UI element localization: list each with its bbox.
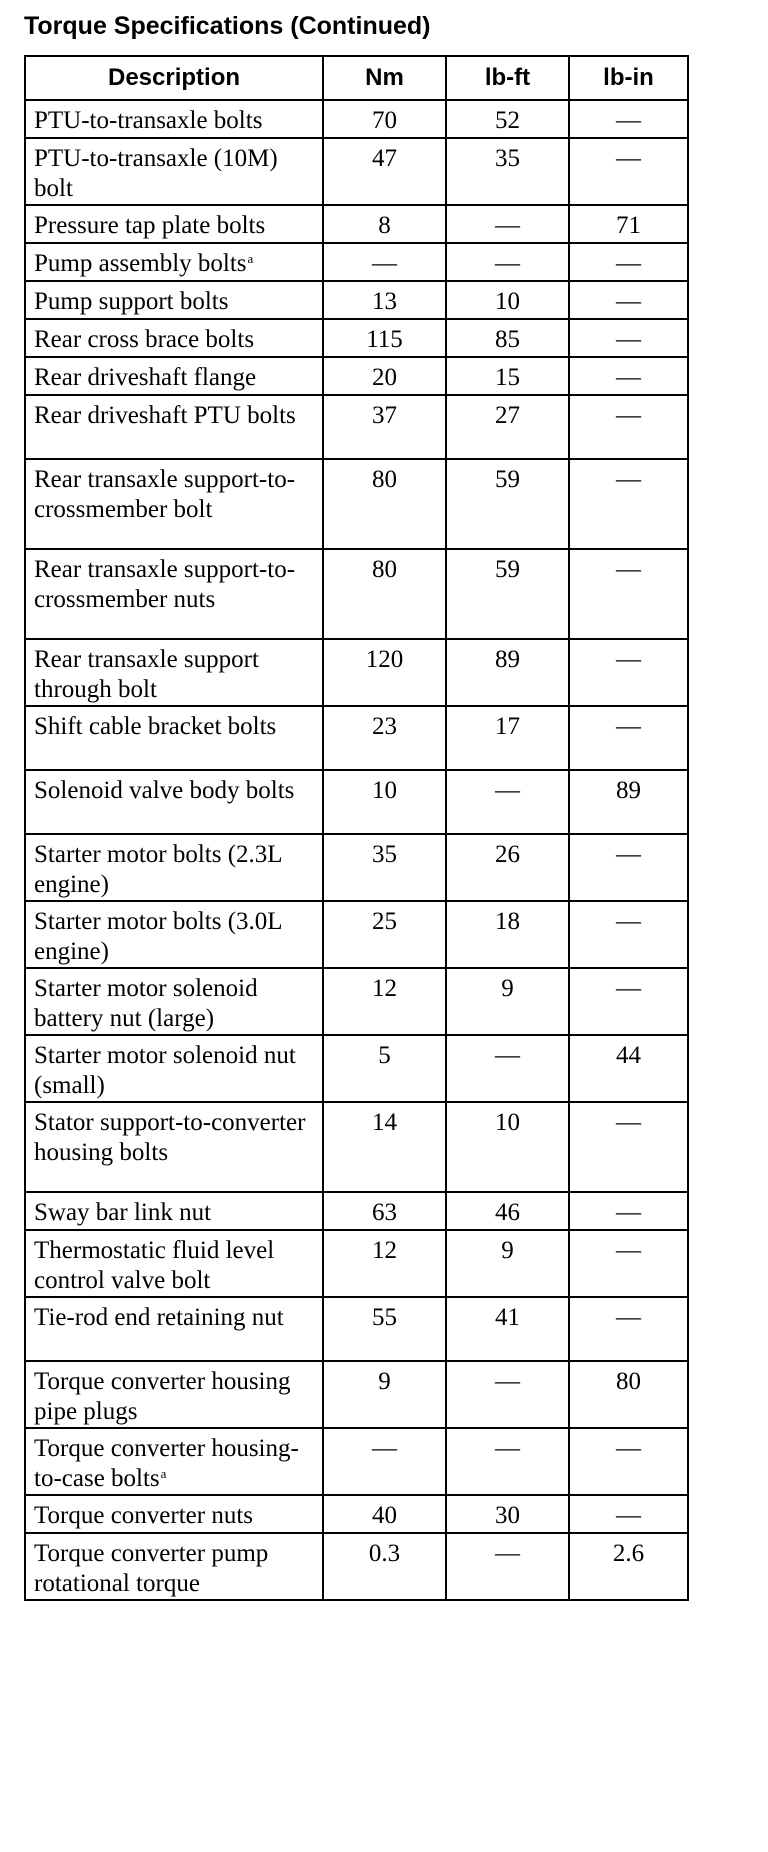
nm-cell: 25 — [323, 901, 446, 968]
lbft-cell: 59 — [446, 549, 569, 639]
table-row — [25, 1428, 688, 1495]
description-cell — [25, 395, 323, 459]
lbin-cell: — — [569, 968, 688, 1035]
description-text: Thermostatic fluid level control valve bolt — [34, 1237, 275, 1294]
description-text: Rear cross brace bolts — [34, 326, 255, 353]
lbft-cell: 35 — [446, 138, 569, 205]
description-cell — [25, 968, 323, 1035]
lbin-cell: — — [569, 357, 688, 395]
lbft-cell: 85 — [446, 319, 569, 357]
lbin-cell: — — [569, 100, 688, 138]
nm-cell: — — [323, 243, 446, 281]
table-row — [25, 639, 688, 706]
description-text: Torque converter pump rotational torque — [34, 1540, 269, 1597]
description-cell — [25, 639, 323, 706]
description-text: Pressure tap plate bolts — [34, 212, 266, 239]
header-lbin: lb-in — [569, 56, 688, 100]
lbin-cell: — — [569, 1192, 688, 1230]
table-row — [25, 459, 688, 549]
lbin-cell: — — [569, 901, 688, 968]
table-row — [25, 138, 688, 205]
lbft-cell: — — [446, 205, 569, 243]
description-text: Starter motor bolts (3.0L engine) — [34, 908, 282, 965]
lbin-cell: — — [569, 1297, 688, 1361]
description-text: Pump assembly bolts — [34, 250, 247, 277]
table-row — [25, 1230, 688, 1297]
description-cell — [25, 1361, 323, 1428]
description-text: Rear transaxle support-to-crossmember bolt — [34, 466, 296, 523]
description-cell — [25, 1102, 323, 1192]
description-cell — [25, 281, 323, 319]
description-cell — [25, 319, 323, 357]
lbin-cell: — — [569, 1230, 688, 1297]
table-row — [25, 1035, 688, 1102]
description-text: PTU-to-transaxle (10M) bolt — [34, 145, 278, 202]
description-cell — [25, 1428, 323, 1495]
nm-cell: 37 — [323, 395, 446, 459]
table-row — [25, 357, 688, 395]
description-text: Rear transaxle support-to-crossmember nuts — [34, 556, 296, 613]
lbin-cell: — — [569, 395, 688, 459]
description-cell — [25, 1533, 323, 1600]
nm-cell: 12 — [323, 968, 446, 1035]
description-cell — [25, 834, 323, 901]
nm-cell: 63 — [323, 1192, 446, 1230]
lbin-cell: — — [569, 319, 688, 357]
lbin-cell: — — [569, 1495, 688, 1533]
lbft-cell: — — [446, 1361, 569, 1428]
description-cell — [25, 138, 323, 205]
lbft-cell: — — [446, 770, 569, 834]
lbft-cell: 15 — [446, 357, 569, 395]
description-cell — [25, 549, 323, 639]
lbft-cell: 9 — [446, 1230, 569, 1297]
nm-cell: 12 — [323, 1230, 446, 1297]
lbft-cell: 41 — [446, 1297, 569, 1361]
table-row — [25, 770, 688, 834]
nm-cell: 23 — [323, 706, 446, 770]
lbft-cell: — — [446, 1428, 569, 1495]
table-row — [25, 706, 688, 770]
footnote-marker: a — [247, 251, 254, 266]
description-text: Rear transaxle support through bolt — [34, 646, 259, 703]
nm-cell: 35 — [323, 834, 446, 901]
table-row — [25, 243, 688, 281]
nm-cell: 13 — [323, 281, 446, 319]
table-row — [25, 395, 688, 459]
description-cell — [25, 770, 323, 834]
description-cell — [25, 1297, 323, 1361]
description-text: Torque converter housing pipe plugs — [34, 1368, 291, 1425]
lbft-cell: — — [446, 1035, 569, 1102]
torque-spec-table — [24, 55, 689, 1601]
nm-cell: 0.3 — [323, 1533, 446, 1600]
lbin-cell: — — [569, 1428, 688, 1495]
lbin-cell: — — [569, 639, 688, 706]
table-row — [25, 205, 688, 243]
lbin-cell: — — [569, 706, 688, 770]
description-text: Torque converter housing-to-case bolts — [34, 1435, 299, 1492]
header-nm: Nm — [323, 56, 446, 100]
description-text: Starter motor solenoid nut (small) — [34, 1042, 296, 1099]
lbin-cell: 80 — [569, 1361, 688, 1428]
nm-cell: 115 — [323, 319, 446, 357]
nm-cell: 9 — [323, 1361, 446, 1428]
table-header-row — [25, 56, 688, 100]
lbin-cell: — — [569, 834, 688, 901]
nm-cell: 70 — [323, 100, 446, 138]
nm-cell: 10 — [323, 770, 446, 834]
nm-cell: 14 — [323, 1102, 446, 1192]
lbin-cell: — — [569, 549, 688, 639]
table-row — [25, 549, 688, 639]
lbft-cell: — — [446, 243, 569, 281]
description-cell — [25, 205, 323, 243]
lbft-cell: 30 — [446, 1495, 569, 1533]
lbin-cell: 71 — [569, 205, 688, 243]
lbft-cell: 59 — [446, 459, 569, 549]
nm-cell: 55 — [323, 1297, 446, 1361]
lbin-cell: — — [569, 459, 688, 549]
description-cell — [25, 1230, 323, 1297]
lbin-cell: 89 — [569, 770, 688, 834]
lbin-cell: — — [569, 243, 688, 281]
nm-cell: 5 — [323, 1035, 446, 1102]
lbft-cell: 9 — [446, 968, 569, 1035]
lbft-cell: 46 — [446, 1192, 569, 1230]
lbft-cell: 26 — [446, 834, 569, 901]
nm-cell: 120 — [323, 639, 446, 706]
description-text: Shift cable bracket bolts — [34, 713, 277, 740]
lbin-cell: 2.6 — [569, 1533, 688, 1600]
nm-cell: 40 — [323, 1495, 446, 1533]
description-text: Solenoid valve body bolts — [34, 777, 295, 804]
description-text: Sway bar link nut — [34, 1199, 212, 1226]
table-row — [25, 319, 688, 357]
header-lbft: lb-ft — [446, 56, 569, 100]
nm-cell: 8 — [323, 205, 446, 243]
description-cell — [25, 1192, 323, 1230]
description-cell — [25, 100, 323, 138]
lbin-cell: 44 — [569, 1035, 688, 1102]
description-cell — [25, 1495, 323, 1533]
nm-cell: — — [323, 1428, 446, 1495]
header-description: Description — [25, 56, 323, 100]
table-row — [25, 100, 688, 138]
lbin-cell: — — [569, 281, 688, 319]
description-cell — [25, 706, 323, 770]
description-cell — [25, 459, 323, 549]
table-row — [25, 1533, 688, 1600]
description-text: Starter motor bolts (2.3L engine) — [34, 841, 282, 898]
table-row — [25, 1192, 688, 1230]
footnote-marker: a — [160, 1466, 167, 1481]
description-cell — [25, 1035, 323, 1102]
description-cell — [25, 243, 323, 281]
table-body — [25, 100, 688, 1600]
nm-cell: 80 — [323, 549, 446, 639]
page-title: Torque Specifications (Continued) — [24, 12, 431, 40]
lbin-cell: — — [569, 138, 688, 205]
description-text: Rear driveshaft PTU bolts — [34, 402, 296, 429]
table-row — [25, 901, 688, 968]
table-row — [25, 1495, 688, 1533]
table-row — [25, 1361, 688, 1428]
description-text: Starter motor solenoid battery nut (large) — [34, 975, 258, 1032]
description-text: Torque converter nuts — [34, 1502, 254, 1529]
table-row — [25, 834, 688, 901]
description-cell — [25, 901, 323, 968]
description-text: Pump support bolts — [34, 288, 229, 315]
lbft-cell: 10 — [446, 281, 569, 319]
nm-cell: 80 — [323, 459, 446, 549]
lbin-cell: — — [569, 1102, 688, 1192]
lbft-cell: 17 — [446, 706, 569, 770]
description-cell — [25, 357, 323, 395]
lbft-cell: 10 — [446, 1102, 569, 1192]
lbft-cell: — — [446, 1533, 569, 1600]
nm-cell: 20 — [323, 357, 446, 395]
table-row — [25, 1102, 688, 1192]
lbft-cell: 52 — [446, 100, 569, 138]
lbft-cell: 27 — [446, 395, 569, 459]
description-text: Stator support-to-converter housing bolts — [34, 1109, 306, 1166]
lbft-cell: 18 — [446, 901, 569, 968]
description-text: PTU-to-transaxle bolts — [34, 107, 263, 134]
description-text: Rear driveshaft flange — [34, 364, 257, 391]
table-row — [25, 1297, 688, 1361]
table-row — [25, 281, 688, 319]
description-text: Tie-rod end retaining nut — [34, 1304, 284, 1331]
table-row — [25, 968, 688, 1035]
nm-cell: 47 — [323, 138, 446, 205]
lbft-cell: 89 — [446, 639, 569, 706]
